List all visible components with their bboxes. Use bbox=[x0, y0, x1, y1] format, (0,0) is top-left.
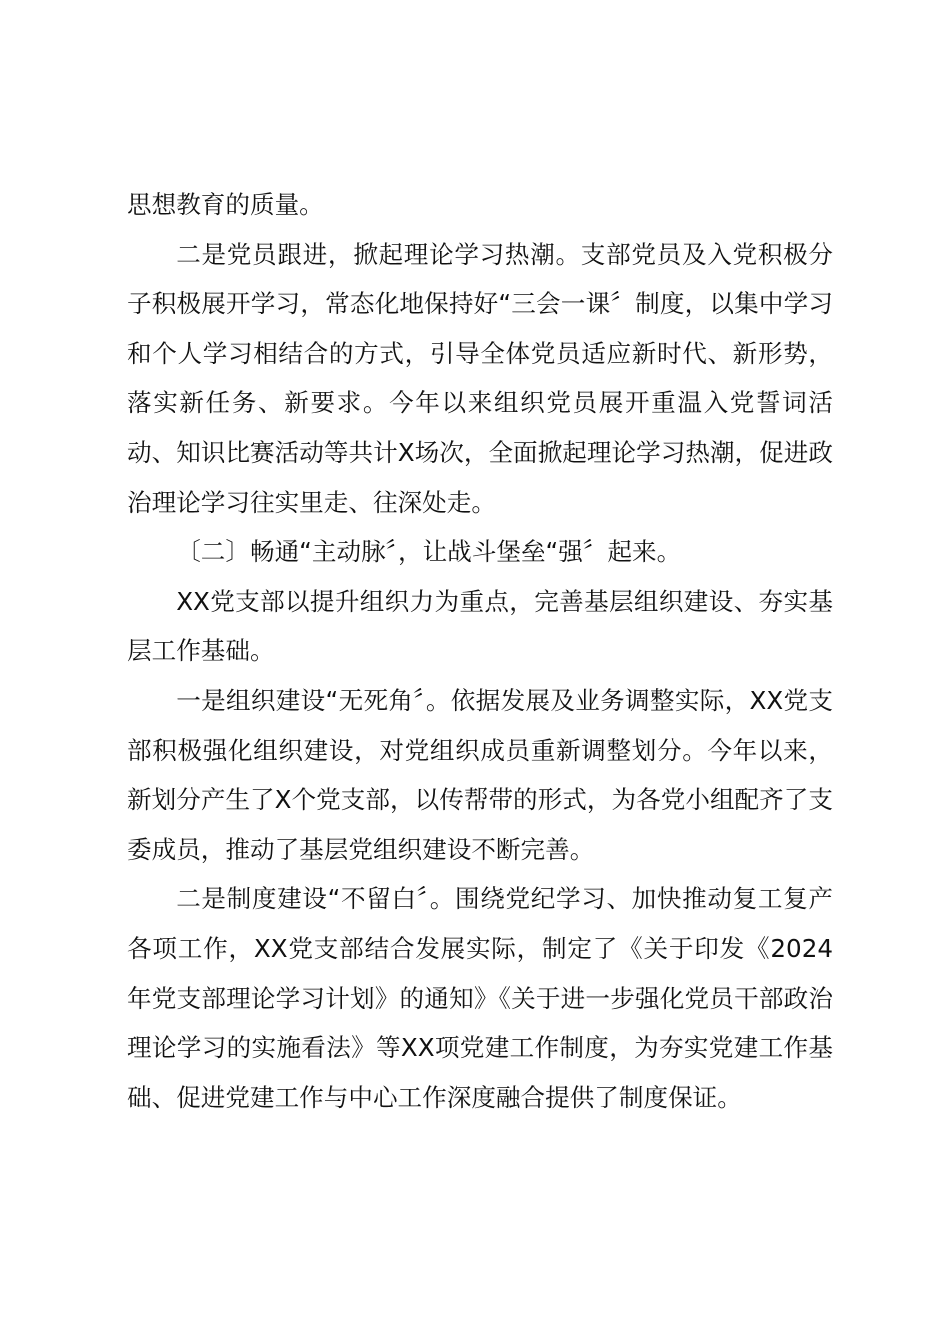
paragraph-4: 一是组织建设“无死角〞。依据发展及业务调整实际，XX党支部积极强化组织建设，对党组织成员重新调整划分。今年以来，新划分产生了X个党支部，以传帮带的形式，为各党小组配齐了支委成员，推动了基层党组织建设不断完善。 bbox=[127, 685, 833, 864]
paragraph-3: XX党支部以提升组织力为重点，完善基层组织建设、夯实基层工作基础。 bbox=[127, 586, 833, 666]
paragraph-5: 二是制度建设“不留白〞。围绕党纪学习、加快推动复工复产各项工作，XX党支部结合发展实际，制定了《关于印发《2024年党支部理论学习计划》的通知》《关于进一步强化党员干部政治理论学习的实施看法》等XX项党建工作制度，为夯实党建工作基础、促进党建工作与中心工作深度融合提供了制度保证。 bbox=[127, 884, 833, 1112]
section-heading-2: 〔二〕畅通“主动脉〞，让战斗堡垒“强〞起来。 bbox=[176, 537, 682, 567]
paragraph-1: 思想教育的质量。 bbox=[127, 190, 324, 219]
document-body bbox=[127, 180, 833, 1122]
paragraph-2: 二是党员跟进，掀起理论学习热潮。支部党员及入党积极分子积极展开学习，常态化地保持好“三会一课〞制度，以集中学习和个人学习相结合的方式，引导全体党员适应新时代、新形势，落实新任务、新要求。今年以来组织党员展开重温入党誓词活动、知识比赛活动等共计X场次，全面掀起理论学习热潮，促进政治理论学习往实里走、往深处走。 bbox=[127, 239, 833, 517]
